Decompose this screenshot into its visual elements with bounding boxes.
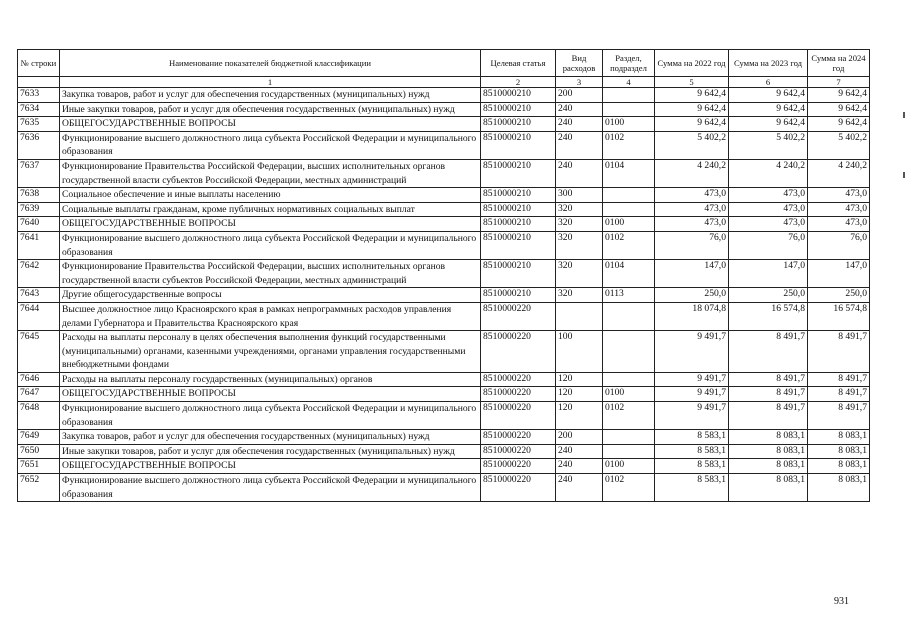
table-row: [18, 188, 870, 203]
expense-type: 320: [556, 231, 603, 259]
row-number: 7634: [18, 102, 60, 117]
indicator-name: Другие общегосударственные вопросы: [60, 288, 481, 303]
header-sum-2023: Сумма на 2023 год: [729, 50, 808, 77]
row-number: 7637: [18, 159, 60, 187]
target-article: 8510000220: [481, 372, 556, 387]
indicator-name: Функционирование Правительства Российской Федерации, высших исполнительных органов государственной власти субъектов Российской Федерации, местных администраций: [60, 159, 481, 187]
table-row: [18, 117, 870, 132]
sum-2023: 473,0: [729, 217, 808, 232]
sum-2023: 473,0: [729, 188, 808, 203]
column-number: 4: [603, 77, 655, 88]
sum-2022: 8 583,1: [655, 430, 729, 445]
indicator-name: ОБЩЕГОСУДАРСТВЕННЫЕ ВОПРОСЫ: [60, 387, 481, 402]
section-code: 0102: [603, 402, 655, 430]
table-row: [18, 302, 870, 330]
row-number: 7651: [18, 459, 60, 474]
column-number: 1: [60, 77, 481, 88]
expense-type: 120: [556, 372, 603, 387]
table-row: [18, 159, 870, 187]
section-code: 0104: [603, 159, 655, 187]
row-number: 7648: [18, 402, 60, 430]
header-row-number: № строки: [18, 50, 60, 77]
sum-2022: 250,0: [655, 288, 729, 303]
section-code: 0102: [603, 474, 655, 502]
sum-2024: 8 491,7: [808, 387, 870, 402]
sum-2024: 9 642,4: [808, 117, 870, 132]
indicator-name: Функционирование высшего должностного лица субъекта Российской Федерации и муниципального образования: [60, 231, 481, 259]
sum-2023: 8 083,1: [729, 474, 808, 502]
target-article: 8510000210: [481, 102, 556, 117]
sum-2023: 9 642,4: [729, 102, 808, 117]
row-number: 7644: [18, 302, 60, 330]
expense-type: 320: [556, 288, 603, 303]
row-number: 7650: [18, 444, 60, 459]
header-row: [18, 50, 870, 77]
column-number: 5: [655, 77, 729, 88]
target-article: 8510000220: [481, 402, 556, 430]
table-row: [18, 474, 870, 502]
table-row: [18, 459, 870, 474]
indicator-name: ОБЩЕГОСУДАРСТВЕННЫЕ ВОПРОСЫ: [60, 459, 481, 474]
expense-type: 320: [556, 260, 603, 288]
section-code: 0102: [603, 231, 655, 259]
sum-2022: 473,0: [655, 188, 729, 203]
target-article: 8510000210: [481, 159, 556, 187]
row-number: 7633: [18, 88, 60, 103]
indicator-name: Функционирование высшего должностного лица субъекта Российской Федерации и муниципального образования: [60, 402, 481, 430]
expense-type: 320: [556, 202, 603, 217]
indicator-name: Расходы на выплаты персоналу в целях обеспечения выполнения функций государственными (муниципальными) органами, казенными учреждениями, органами управления государственными внебюджетными фондами: [60, 331, 481, 373]
indicator-name: Функционирование высшего должностного лица субъекта Российской Федерации и муниципального образования: [60, 131, 481, 159]
table-row: [18, 217, 870, 232]
row-number: 7649: [18, 430, 60, 445]
row-number: 7639: [18, 202, 60, 217]
sum-2023: 9 642,4: [729, 117, 808, 132]
target-article: 8510000210: [481, 288, 556, 303]
target-article: 8510000220: [481, 331, 556, 373]
sum-2023: 5 402,2: [729, 131, 808, 159]
row-number: 7638: [18, 188, 60, 203]
sum-2022: 8 583,1: [655, 444, 729, 459]
sum-2024: 8 083,1: [808, 474, 870, 502]
expense-type: 240: [556, 459, 603, 474]
sum-2024: 473,0: [808, 202, 870, 217]
table-row: [18, 202, 870, 217]
header-expense-type: Вид расходов: [556, 50, 603, 77]
row-number: 7643: [18, 288, 60, 303]
sum-2024: 8 083,1: [808, 459, 870, 474]
table-row: [18, 402, 870, 430]
table-row: [18, 288, 870, 303]
expense-type: 200: [556, 88, 603, 103]
indicator-name: Иные закупки товаров, работ и услуг для обеспечения государственных (муниципальных) нужд: [60, 444, 481, 459]
target-article: 8510000220: [481, 302, 556, 330]
section-code: [603, 88, 655, 103]
sum-2023: 473,0: [729, 202, 808, 217]
sum-2022: 9 491,7: [655, 331, 729, 373]
section-code: 0113: [603, 288, 655, 303]
target-article: 8510000210: [481, 231, 556, 259]
row-number: 7645: [18, 331, 60, 373]
section-code: 0100: [603, 459, 655, 474]
row-number: 7641: [18, 231, 60, 259]
section-code: 0104: [603, 260, 655, 288]
sum-2024: 8 491,7: [808, 402, 870, 430]
target-article: 8510000210: [481, 88, 556, 103]
sum-2024: 76,0: [808, 231, 870, 259]
expense-type: 240: [556, 474, 603, 502]
expense-type: 120: [556, 402, 603, 430]
target-article: 8510000210: [481, 117, 556, 132]
sum-2023: 250,0: [729, 288, 808, 303]
sum-2024: 4 240,2: [808, 159, 870, 187]
column-number: 3: [556, 77, 603, 88]
indicator-name: Социальное обеспечение и иные выплаты населению: [60, 188, 481, 203]
row-number: 7636: [18, 131, 60, 159]
sum-2022: 4 240,2: [655, 159, 729, 187]
section-code: [603, 331, 655, 373]
header-indicator-name: Наименование показателей бюджетной классификации: [60, 50, 481, 77]
sum-2024: 8 491,7: [808, 372, 870, 387]
header-sum-2024: Сумма на 2024 год: [808, 50, 870, 77]
row-number: 7646: [18, 372, 60, 387]
header-sum-2022: Сумма на 2022 год: [655, 50, 729, 77]
expense-type: 240: [556, 102, 603, 117]
table-row: [18, 372, 870, 387]
row-number: 7635: [18, 117, 60, 132]
target-article: 8510000220: [481, 444, 556, 459]
sum-2022: 9 642,4: [655, 117, 729, 132]
row-number: 7647: [18, 387, 60, 402]
sum-2023: 76,0: [729, 231, 808, 259]
sum-2022: 147,0: [655, 260, 729, 288]
table-row: [18, 430, 870, 445]
expense-type: 240: [556, 159, 603, 187]
table-row: [18, 88, 870, 103]
sum-2022: 5 402,2: [655, 131, 729, 159]
sum-2022: 18 074,8: [655, 302, 729, 330]
target-article: 8510000210: [481, 260, 556, 288]
column-number: 2: [481, 77, 556, 88]
table-row: [18, 260, 870, 288]
target-article: 8510000210: [481, 202, 556, 217]
expense-type: 240: [556, 131, 603, 159]
expense-type: 120: [556, 387, 603, 402]
sum-2024: 9 642,4: [808, 102, 870, 117]
expense-type: 300: [556, 188, 603, 203]
sum-2024: 147,0: [808, 260, 870, 288]
sum-2022: 8 583,1: [655, 474, 729, 502]
header-target-article: Целевая статья: [481, 50, 556, 77]
sum-2023: 16 574,8: [729, 302, 808, 330]
expense-type: 320: [556, 217, 603, 232]
section-code: 0100: [603, 117, 655, 132]
sum-2024: 8 083,1: [808, 444, 870, 459]
table-row: [18, 231, 870, 259]
budget-table: [17, 49, 870, 502]
target-article: 8510000220: [481, 459, 556, 474]
sum-2023: 8 491,7: [729, 387, 808, 402]
indicator-name: Закупка товаров, работ и услуг для обеспечения государственных (муниципальных) нужд: [60, 88, 481, 103]
target-article: 8510000210: [481, 131, 556, 159]
expense-type: [556, 302, 603, 330]
section-code: [603, 430, 655, 445]
indicator-name: Иные закупки товаров, работ и услуг для обеспечения государственных (муниципальных) нужд: [60, 102, 481, 117]
expense-type: 100: [556, 331, 603, 373]
sum-2022: 8 583,1: [655, 459, 729, 474]
sum-2024: 9 642,4: [808, 88, 870, 103]
table-row: [18, 131, 870, 159]
target-article: 8510000220: [481, 430, 556, 445]
sum-2022: 9 642,4: [655, 88, 729, 103]
sum-2022: 473,0: [655, 202, 729, 217]
sum-2024: 473,0: [808, 217, 870, 232]
sum-2023: 8 491,7: [729, 402, 808, 430]
column-number: 7: [808, 77, 870, 88]
indicator-name: ОБЩЕГОСУДАРСТВЕННЫЕ ВОПРОСЫ: [60, 217, 481, 232]
indicator-name: Расходы на выплаты персоналу государственных (муниципальных) органов: [60, 372, 481, 387]
expense-type: 240: [556, 444, 603, 459]
expense-type: 240: [556, 117, 603, 132]
expense-type: 200: [556, 430, 603, 445]
sum-2023: 147,0: [729, 260, 808, 288]
sum-2022: 76,0: [655, 231, 729, 259]
sum-2024: 8 491,7: [808, 331, 870, 373]
indicator-name: Закупка товаров, работ и услуг для обеспечения государственных (муниципальных) нужд: [60, 430, 481, 445]
row-number: 7652: [18, 474, 60, 502]
table-row: [18, 102, 870, 117]
column-number: [18, 77, 60, 88]
column-number: 6: [729, 77, 808, 88]
column-number-row: [18, 77, 870, 88]
section-code: [603, 372, 655, 387]
target-article: 8510000210: [481, 188, 556, 203]
sum-2022: 9 491,7: [655, 387, 729, 402]
target-article: 8510000210: [481, 217, 556, 232]
header-section: Раздел, подраздел: [603, 50, 655, 77]
target-article: 8510000220: [481, 387, 556, 402]
sum-2023: 8 083,1: [729, 444, 808, 459]
sum-2022: 9 491,7: [655, 372, 729, 387]
sum-2024: 473,0: [808, 188, 870, 203]
sum-2022: 9 642,4: [655, 102, 729, 117]
sum-2023: 8 491,7: [729, 331, 808, 373]
sum-2023: 8 083,1: [729, 430, 808, 445]
indicator-name: Социальные выплаты гражданам, кроме публичных нормативных социальных выплат: [60, 202, 481, 217]
section-code: [603, 188, 655, 203]
sum-2024: 5 402,2: [808, 131, 870, 159]
row-number: 7642: [18, 260, 60, 288]
section-code: [603, 444, 655, 459]
target-article: 8510000220: [481, 474, 556, 502]
sum-2023: 4 240,2: [729, 159, 808, 187]
indicator-name: ОБЩЕГОСУДАРСТВЕННЫЕ ВОПРОСЫ: [60, 117, 481, 132]
page-number: 931: [834, 596, 849, 607]
section-code: [603, 102, 655, 117]
indicator-name: Высшее должностное лицо Красноярского края в рамках непрограммных расходов управления делами Губернатора и Правительства Красноярского края: [60, 302, 481, 330]
section-code: [603, 202, 655, 217]
sum-2023: 8 083,1: [729, 459, 808, 474]
sum-2024: 250,0: [808, 288, 870, 303]
row-number: 7640: [18, 217, 60, 232]
sum-2023: 8 491,7: [729, 372, 808, 387]
indicator-name: Функционирование высшего должностного лица субъекта Российской Федерации и муниципального образования: [60, 474, 481, 502]
sum-2022: 473,0: [655, 217, 729, 232]
section-code: 0102: [603, 131, 655, 159]
sum-2024: 16 574,8: [808, 302, 870, 330]
sum-2024: 8 083,1: [808, 430, 870, 445]
sum-2022: 9 491,7: [655, 402, 729, 430]
table-row: [18, 387, 870, 402]
table-row: [18, 444, 870, 459]
indicator-name: Функционирование Правительства Российской Федерации, высших исполнительных органов государственной власти субъектов Российской Федерации, местных администраций: [60, 260, 481, 288]
section-code: [603, 302, 655, 330]
section-code: 0100: [603, 217, 655, 232]
sum-2023: 9 642,4: [729, 88, 808, 103]
table-row: [18, 331, 870, 373]
section-code: 0100: [603, 387, 655, 402]
